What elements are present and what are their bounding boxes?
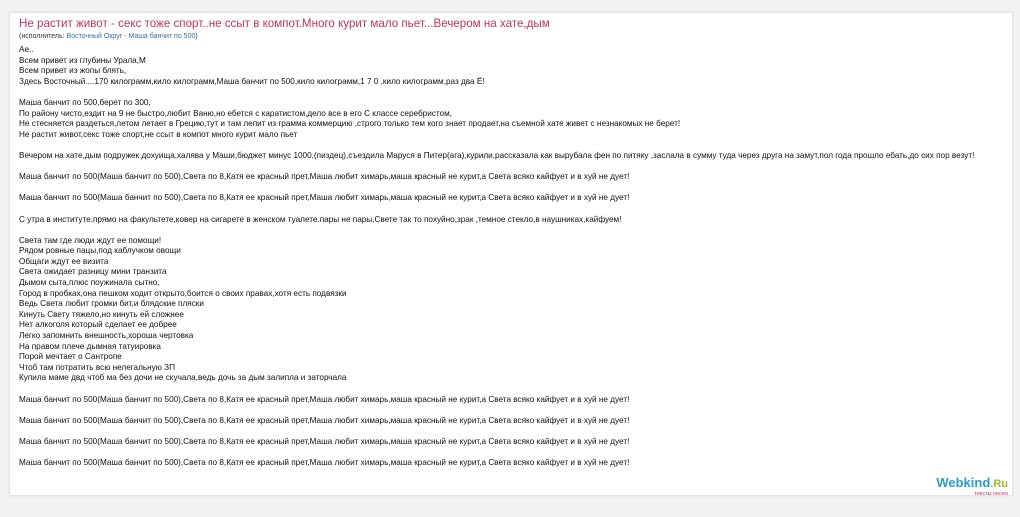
lyrics-blank-line (19, 204, 1013, 215)
lyrics-line: Света там где люди ждут ее помощи! (19, 235, 162, 245)
performer-suffix: ) (195, 33, 198, 40)
lyrics-blank-line (19, 426, 1013, 437)
song-title: Не растит живот - секс тоже спорт..не ссыт в компот.Много курит мало пьет...Вечером на хате,дым (19, 17, 550, 30)
lyrics-line: Всем привет из жопы блять, (19, 66, 127, 76)
lyrics-line: Нет алкоголя который сделает ее добрее (19, 320, 177, 330)
lyrics-line: Город в пробках,она пешком ходит открыто,боится о своих правах,хотя есть подвязки (19, 288, 347, 298)
lyrics-blank-line (19, 384, 1013, 395)
lyrics-line: Всем привет из глубины Урала,М (19, 55, 146, 65)
lyrics-line: Общаги ждут ее визита (19, 256, 109, 266)
logo-brand (936, 476, 1008, 491)
lyrics-line: Не стесняется раздеться,летом летает в Грецию,тут и там лепит из грамма коммерцию ,строго только тем кого знает продает,на съемной хате живет с незнакомых не берет! (19, 119, 681, 129)
lyrics-line: Ае.. (19, 45, 34, 54)
lyrics-line: Рядом ровные пацы,под каблучком овощи (19, 246, 181, 256)
lyrics-line: Маша банчит по 500,берет по 300, (19, 97, 151, 107)
lyrics-line: Здесь Восточный....170 килограмм,кило килограмм,Маша банчит по 500,кило килограмм,1 7 0 ,кило килограмм,раз два Ё! (19, 76, 485, 86)
lyrics-blank-line (19, 87, 1013, 98)
lyrics-line: Маша банчит по 500(Маша банчит по 500),Света по 8,Катя ее красный прет,Маша любит химарь,маша красный не курит,а Света всяко кайфует и в хуй не дует! (19, 172, 630, 182)
lyrics-blank-line (19, 162, 1013, 173)
logo-tagline: тексты песен (974, 491, 1008, 497)
lyrics-line: Чтоб там потратить всю нелегальную ЗП (19, 362, 176, 372)
lyrics-blank-line (19, 405, 1013, 416)
lyrics-blank-line (19, 140, 1013, 151)
lyrics-line: Порой мечтает о Сантропе (19, 352, 122, 362)
lyrics-line: Маша банчит по 500(Маша банчит по 500),Света по 8,Катя ее красный прет,Маша любит химарь,маша красный не курит,а Света всяко кайфует и в хуй не дует! (19, 436, 630, 446)
lyrics-line: Не растит живот,секс тоже спорт,не ссыт в компот много курит мало пьет (19, 129, 298, 139)
logo-brand-tld: .Ru (990, 478, 1008, 490)
lyrics-line: Света ожидает разницу мини транзита (19, 267, 167, 277)
lyrics-line: С утра в институте,прямо на факультете,ковер на сигарете в женском туалете.пары не пары,Свете так то похуйно,зрак ,темное стекло,в наушниках,кайфуем! (19, 214, 622, 224)
logo-brand-name: Webkind (936, 475, 991, 490)
performer-link[interactable]: Восточный Округ - Маша банчит по 500 (66, 33, 196, 40)
lyrics-line: Маша банчит по 500(Маша банчит по 500),Света по 8,Катя ее красный прет,Маша любит химарь,маша красный не курит,а Света всяко кайфует и в хуй не дует! (19, 394, 630, 404)
lyrics-line: Дымом сыта,плюс поужинала сытно, (19, 278, 160, 288)
lyrics-line: Маша банчит по 500(Маша банчит по 500),Света по 8,Катя ее красный прет,Маша любит химарь,маша красный не курит,а Света всяко кайфует и в хуй не дует! (19, 458, 630, 468)
lyrics-line: Купила маме двд чтоб ма без дочи не скучала,ведь дочь за дым залипла и заторчала (19, 373, 347, 383)
performer-line (19, 32, 198, 41)
lyrics-blank-line (19, 183, 1013, 194)
lyrics-line: Кинуть Свету тяжело,но кинуть ей сложнее (19, 309, 184, 319)
performer-prefix: (исполнитель: (19, 33, 67, 40)
lyrics-line: Маша банчит по 500(Маша банчит по 500),Света по 8,Катя ее красный прет,Маша любит химарь,маша красный не курит,а Света всяко кайфует и в хуй не дует! (19, 193, 630, 203)
lyrics-blank-line (19, 225, 1013, 236)
lyrics-line: По району чисто,ездит на 9 не быстро,любит Ваню,но ебется с каратистом,дело все в его С классе серебристом, (19, 108, 452, 118)
lyrics-text (19, 45, 1013, 469)
lyrics-line: Ведь Света любит громки бит,и блядские пляски (19, 299, 204, 309)
lyrics-line: Вечером на хате,дым подружек дохуища,халява у Маши,бюджет минус 1000,(пиздец),съездила Маруся в Питер(ага),курили,рассказала как вырубала фен по питяку ,заслала в сумму туда через друга на замут,пол года прошло ебать,до сих пор везут! (19, 150, 975, 160)
lyrics-line: На правом плече дымная татуировка (19, 341, 161, 351)
lyrics-card (9, 12, 1013, 496)
lyrics-blank-line (19, 448, 1013, 459)
lyrics-line: Маша банчит по 500(Маша банчит по 500),Света по 8,Катя ее красный прет,Маша любит химарь,маша красный не курит,а Света всяко кайфует и в хуй не дует! (19, 415, 630, 425)
site-logo[interactable] (936, 476, 1008, 498)
lyrics-line: Легко запомнить внешность,хороша чертовка (19, 331, 194, 341)
